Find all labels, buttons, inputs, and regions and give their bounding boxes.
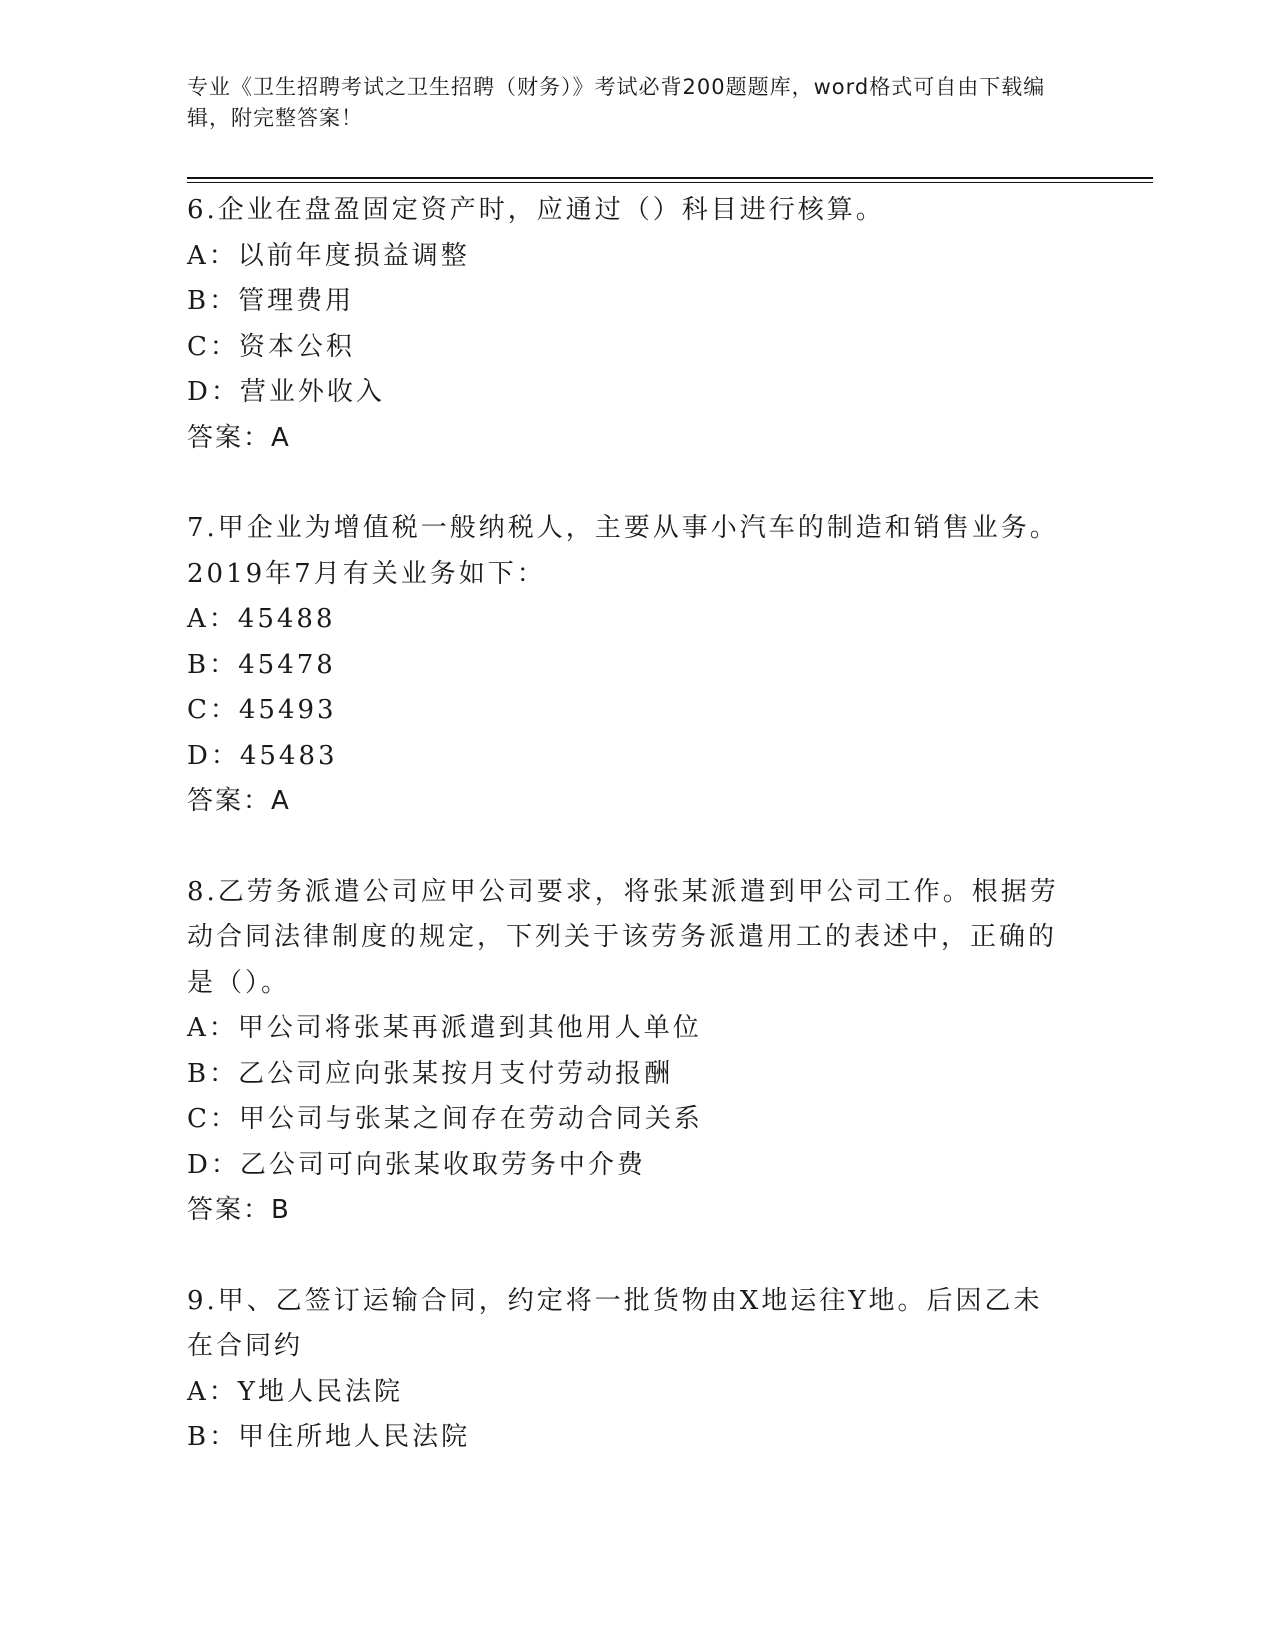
option-b: B：甲住所地人民法院: [187, 1422, 471, 1452]
option-b: B：乙公司应向张某按月支付劳动报酬: [187, 1058, 674, 1089]
question-stem: 9.甲、乙签订运输合同，约定将一批货物由X地运往Y地。后因乙未在合同约: [187, 1285, 1043, 1361]
option-b: B：45478: [187, 649, 336, 680]
question-8: [187, 870, 1067, 1234]
answer-line: 答案：B: [187, 1195, 291, 1225]
option-c: C：甲公司与张某之间存在劳动合同关系: [187, 1104, 703, 1134]
option-a: A：45488: [187, 604, 336, 634]
question-9: [187, 1279, 1067, 1461]
option-d: D：营业外收入: [187, 377, 385, 407]
question-stem: 6.企业在盘盈固定资产时，应通过（）科目进行核算。: [187, 195, 885, 225]
option-b: B：管理费用: [187, 286, 355, 316]
answer-line: 答案：A: [187, 422, 291, 453]
option-c: C：资本公积: [187, 331, 355, 362]
question-7: [187, 506, 1067, 825]
answer-line: 答案：A: [187, 786, 291, 816]
header-divider-thin: [187, 182, 1153, 183]
question-stem: 7.甲企业为增值税一般纳税人，主要从事小汽车的制造和销售业务。2019年7月有关业务如下：: [187, 513, 1059, 589]
option-d: D：乙公司可向张某收取劳务中介费: [187, 1149, 646, 1180]
option-c: C：45493: [187, 695, 337, 725]
option-a: A：以前年度损益调整: [187, 240, 470, 271]
question-stem: 8.乙劳务派遣公司应甲公司要求，将张某派遣到甲公司工作。根据劳动合同法律制度的规定，下列关于该劳务派遣用工的表述中，正确的是（）。: [187, 876, 1059, 998]
option-a: A：甲公司将张某再派遣到其他用人单位: [187, 1013, 702, 1043]
question-list: [187, 188, 1067, 1506]
option-d: D：45483: [187, 740, 338, 771]
header-divider-thick: [187, 177, 1153, 179]
question-6: [187, 188, 1067, 461]
document-header: [187, 72, 1067, 134]
option-a: A：Y地人民法院: [187, 1376, 403, 1407]
header-text: 专业《卫生招聘考试之卫生招聘（财务）》考试必背200题题库，word格式可自由下载编辑，附完整答案！: [187, 75, 1046, 130]
